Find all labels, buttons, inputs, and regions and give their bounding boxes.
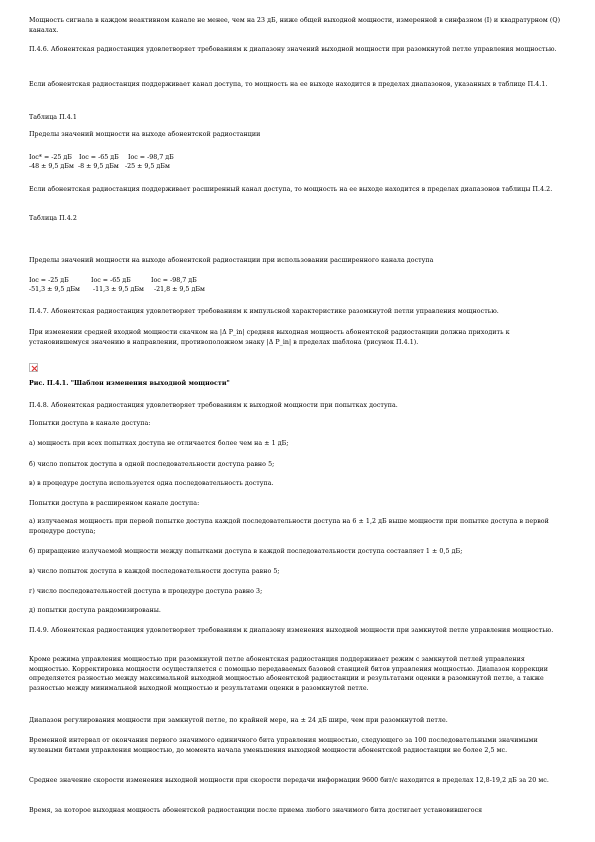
- table-row: [29, 285, 205, 294]
- table-header-cell: Ioc = -98,7 дБ: [128, 154, 174, 161]
- paragraph-input-power-step: При изменении средней входной мощности скачком на |Δ P_in| средняя выходная мощность абонентской радиостанции должна приходить к установившемуся значению в направлении, противоположном знаку |Δ P_in| в пределах шаблона (рисунок П.4.1).: [29, 329, 510, 346]
- table-cell: -51,3 ± 9,5 дБм: [29, 286, 80, 294]
- paragraph-closed-loop-range: Диапазон регулирования мощности при замкнутой петле, по крайней мере, на ± 24 дБ шире, чем при разомкнутой петле.: [29, 717, 448, 724]
- list-item: а) излучаемая мощность при первой попытке доступа каждой последовательности доступа на 6 ± 1,2 дБ выше мощности при попытке доступа в первой процедуре доступа;: [29, 518, 549, 535]
- paragraph-closed-loop-control: Кроме режима управления мощностью при разомкнутой петле абонентская радиостанция поддерживает режим с замкнутой петлей управления мощностью. Корректировка мощности осуществляется с помощью передаваемых базовой станцией битов управления мощностью. Диапазон коррекции определяется разностью между максимальной выходной мощностью абонентской радиостанции и результатами оценки в разомкнутой петле, а также разностью между минимальной выходной мощностью и результатами оценки в разомкнутой петле.: [29, 656, 549, 692]
- list-item: д) попытки доступа рандомизированы.: [29, 607, 161, 614]
- paragraph-rate-of-change: Среднее значение скорости изменения выходной мощности при скорости передачи информации 9600 бит/с находится в пределах 12,8-19,2 дБ за 20 мс.: [29, 777, 549, 784]
- table-header-cell: Ioc = -65 дБ: [79, 154, 119, 161]
- table-title-2: Пределы значений мощности на выходе абонентской радиостанции при использовании расширенного канала доступа: [29, 257, 434, 264]
- paragraph-settling-time: Время, за которое выходная мощность абонентской радиостанции после приема любого значимого бита достигает установившегося: [29, 807, 483, 814]
- list-item: б) приращение излучаемой мощности между попытками доступа в каждой последовательности доступа составляет 1 ± 0,5 дБ;: [29, 548, 463, 555]
- paragraph-p4-9: П.4.9. Абонентская радиостанция удовлетворяет требованиям к диапазону изменения выходной мощности при замкнутой петле управления мощностью.: [29, 627, 554, 634]
- table-header-cell: Ioc = -65 дБ: [91, 277, 131, 284]
- table-header-cell: Ioc = -25 дБ: [29, 277, 69, 284]
- paragraph-extended-access-channel: Если абонентская радиостанция поддерживает расширенный канал доступа, то мощность на ее выходе находится в пределах диапазонов таблицы П.4.2.: [29, 186, 553, 193]
- table-cell: -11,3 ± 9,5 дБм: [93, 286, 144, 294]
- table-cell: -48 ± 9,5 дБм: [29, 163, 74, 171]
- table-header-row: [29, 276, 205, 285]
- table-p4-1: [29, 153, 174, 172]
- table-header-cell: Ioc* = -25 дБ: [29, 154, 72, 161]
- table-caption-2: Таблица П.4.2: [29, 215, 77, 222]
- figure-caption: Рис. П.4.1. "Шаблон изменения выходной мощности": [29, 380, 230, 387]
- broken-image-icon: [31, 365, 38, 372]
- paragraph-p4-8: П.4.8. Абонентская радиостанция удовлетворяет требованиям к выходной мощности при попытках доступа.: [29, 402, 398, 409]
- list-item: г) число последовательностей доступа в процедуре доступа равно 3;: [29, 588, 263, 595]
- list-item: в) число попыток доступа в каждой последовательности доступа равно 5;: [29, 568, 280, 575]
- list-item: а) мощность при всех попытках доступа не отличается более чем на ± 1 дБ;: [29, 440, 289, 447]
- paragraph-extended-access-attempts: Попытки доступа в расширенном канале доступа:: [29, 500, 200, 507]
- paragraph-p4-7: П.4.7. Абонентская радиостанция удовлетворяет требованиям к импульсной характеристике разомкнутой петли управления мощностью.: [29, 308, 499, 315]
- table-caption-1: Таблица П.4.1: [29, 114, 77, 121]
- table-cell: -8 ± 9,5 дБм: [78, 163, 119, 171]
- table-title-1: Пределы значений мощности на выходе абонентской радиостанции: [29, 131, 261, 138]
- paragraph-access-channel: Если абонентская радиостанция поддерживает канал доступа, то мощность на ее выходе находится в пределах диапазонов, указанных в таблице П.4.1.: [29, 81, 548, 88]
- paragraph-access-attempts: Попытки доступа в канале доступа:: [29, 420, 151, 427]
- table-row: [29, 162, 174, 171]
- table-cell: -21,8 ± 9,5 дБм: [154, 286, 205, 294]
- list-item: в) в процедуре доступа используется одна последовательность доступа.: [29, 480, 274, 487]
- table-header-row: [29, 153, 174, 162]
- table-p4-2: [29, 276, 205, 295]
- list-item: б) число попыток доступа в одной последовательности доступа равно 5;: [29, 461, 275, 468]
- paragraph-p4-6: П.4.6. Абонентская радиостанция удовлетворяет требованиям к диапазону значений выходной мощности при разомкнутой петле управления мощностью.: [29, 46, 557, 53]
- table-header-cell: Ioc = -98,7 дБ: [151, 277, 197, 284]
- paragraph-signal-power: Мощность сигнала в каждом неактивном канале не менее, чем на 23 дБ, ниже общей выходной мощности, измеренной в синфазном (I) и квадратурном (Q) каналах.: [29, 17, 561, 34]
- broken-image-icon: [29, 363, 38, 372]
- table-cell: -25 ± 9,5 дБм: [125, 163, 170, 171]
- paragraph-time-interval: Временной интервал от окончания первого значимого единичного бита управления мощностью, следующего за 100 последовательными значимыми нулевыми битами управления мощностью, до момента начала уменьшения выходной мощности абонентской радиостанции не более 2,5 мс.: [29, 737, 538, 754]
